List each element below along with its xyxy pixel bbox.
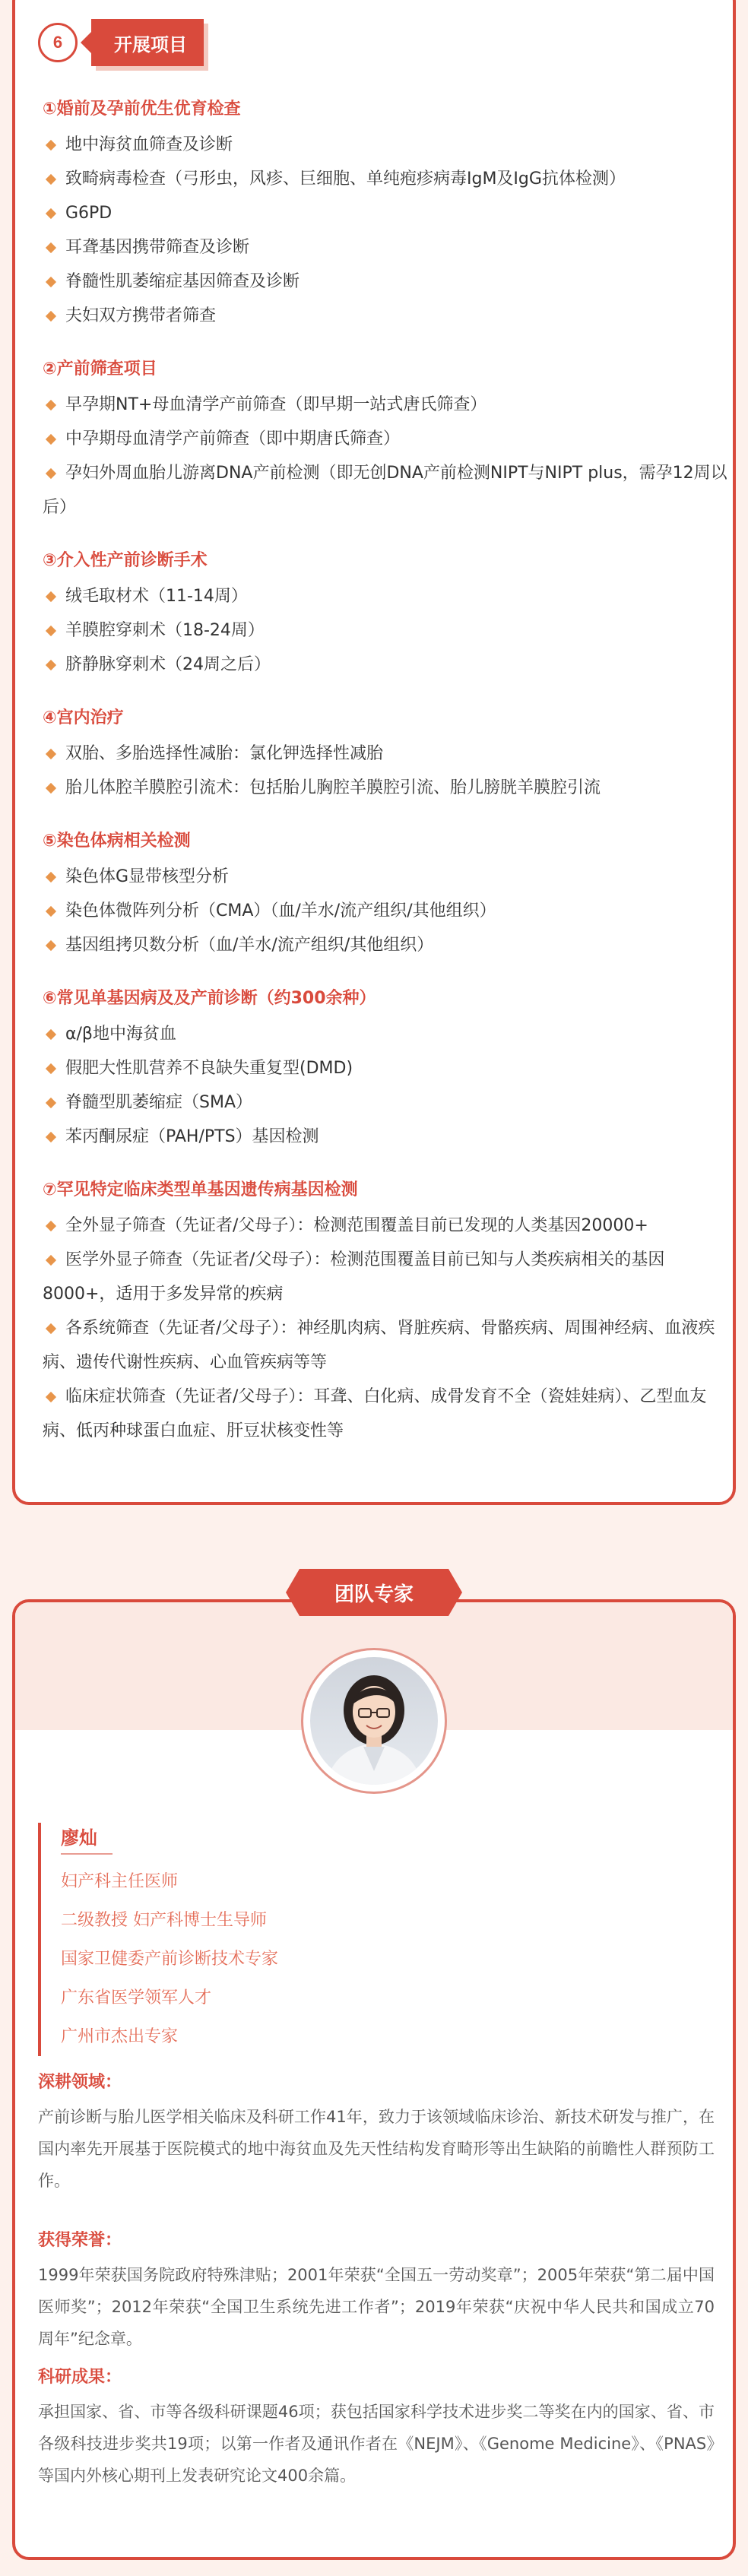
list-item-text: 胎儿体腔羊膜腔引流术：包括胎儿胸腔羊膜腔引流、胎儿膀胱羊膜腔引流 [65, 778, 601, 797]
team-card [12, 1599, 736, 2560]
group-title: ①婚前及孕前优生优育检查 [43, 100, 241, 119]
list-item-text: 染色体G显带核型分析 [65, 867, 230, 886]
list-item [43, 579, 730, 613]
list-item-text: 脐静脉穿刺术（24周之后） [65, 655, 271, 674]
diamond-bullet-icon [46, 783, 56, 794]
group-title: ④宫内治疗 [43, 708, 124, 727]
diamond-bullet-icon [46, 140, 56, 151]
group-title: ⑥常见单基因病及及产前诊断（约300余种） [43, 989, 376, 1008]
list-item [43, 613, 730, 648]
diamond-bullet-icon [46, 940, 56, 951]
list-item-text: 脊髓型肌萎缩症（SMA） [65, 1093, 252, 1112]
group-title: ②产前筛查项目 [43, 360, 157, 379]
section-number-badge: 6 [38, 23, 78, 62]
avatar [301, 1648, 447, 1794]
list-item-text: 苯丙酮尿症（PAH/PTS）基因检测 [65, 1127, 319, 1146]
list-item [43, 422, 730, 456]
diamond-bullet-icon [46, 434, 56, 445]
list-item [43, 771, 730, 805]
expert-name: 廖灿 [61, 1823, 113, 1855]
list-item-text: 假肥大性肌营养不良缺失重复型(DMD) [65, 1059, 353, 1078]
list-item [43, 648, 730, 682]
detail-heading: 科研成果： [38, 2368, 122, 2387]
project-group [43, 828, 730, 962]
list-item [43, 230, 730, 265]
detail-text: 产前诊断与胎儿医学相关临床及科研工作41年，致力于该领域临床诊治、新技术研发与推广，在国内率先开展基于医院模式的地中海贫血及先天性结构发育畸形等出生缺陷的前瞻性人群预防工作。 [38, 2108, 715, 2190]
diamond-bullet-icon [46, 1323, 56, 1334]
detail-heading: 获得荣誉： [38, 2231, 122, 2250]
list-item [43, 162, 730, 196]
diamond-bullet-icon [46, 1029, 56, 1040]
list-item-text: 羊膜腔穿刺术（18-24周） [65, 621, 265, 640]
list-item-text: 早孕期NT+母血清学产前筛查（即早期一站式唐氏筛查） [65, 395, 487, 414]
list-item-text: 双胎、多胎选择性减胎：氯化钾选择性减胎 [65, 744, 384, 763]
list-item-text: 染色体微阵列分析（CMA）（血/羊水/流产组织/其他组织） [65, 901, 496, 920]
list-item [43, 1017, 730, 1051]
list-item [43, 928, 730, 962]
list-item [43, 860, 730, 894]
section-title: 开展项目 [91, 19, 204, 66]
list-item-text: α/β地中海贫血 [65, 1025, 176, 1044]
diamond-bullet-icon [46, 749, 56, 759]
diamond-bullet-icon [46, 1255, 56, 1266]
list-item [43, 1085, 730, 1120]
expert-title-line: 国家卫健委产前诊断技术专家 [61, 1950, 279, 1969]
expert-portrait [310, 1657, 438, 1785]
expert-title-line: 广州市杰出专家 [61, 2027, 179, 2046]
list-item [43, 128, 730, 162]
diamond-bullet-icon [46, 468, 56, 479]
list-item [43, 299, 730, 333]
diamond-bullet-icon [46, 242, 56, 253]
list-item [43, 1209, 730, 1243]
list-item-text: 中孕期母血清学产前筛查（即中期唐氏筛查） [65, 429, 401, 448]
list-item [43, 894, 730, 928]
expert-title-line: 广东省医学领军人才 [61, 1988, 212, 2007]
project-group [43, 96, 730, 333]
expert-title-line: 妇产科主任医师 [61, 1872, 179, 1891]
list-item-text: 孕妇外周血胎儿游离DNA产前检测（即无创DNA产前检测NIPT与NIPT plus，需孕12周以后） [43, 464, 727, 517]
list-item-text: 绒毛取材术（11-14周） [65, 587, 248, 606]
list-item-text: 临床症状筛查（先证者/父母子）：耳聋、白化病、成骨发育不全（瓷娃娃病）、乙型血友病、低丙种球蛋白血症、肝豆状核变性等 [43, 1387, 707, 1440]
detail-section [38, 2067, 715, 2197]
diamond-bullet-icon [46, 1392, 56, 1402]
diamond-bullet-icon [46, 1098, 56, 1108]
list-item [43, 1380, 730, 1448]
diamond-bullet-icon [46, 174, 56, 185]
detail-heading: 深耕领域： [38, 2073, 122, 2092]
project-group [43, 547, 730, 682]
expert-title-line: 二级教授 妇产科博士生导师 [61, 1911, 267, 1930]
list-item [43, 196, 730, 230]
list-item-text: 耳聋基因携带筛查及诊断 [65, 238, 250, 257]
project-group [43, 705, 730, 805]
diamond-bullet-icon [46, 906, 56, 917]
expert-profile [38, 1823, 707, 2056]
diamond-bullet-icon [46, 872, 56, 882]
list-item [43, 1051, 730, 1085]
list-item [43, 1243, 730, 1311]
diamond-bullet-icon [46, 660, 56, 670]
diamond-bullet-icon [46, 400, 56, 410]
list-item [43, 456, 730, 524]
diamond-bullet-icon [46, 277, 56, 287]
detail-text: 承担国家、省、市等各级科研课题46项；获包括国家科学技术进步奖二等奖在内的国家、省、市各级科技进步奖共19项；以第一作者及通讯作者在《NEJM》、《Genome Medicine》、《PNAS》等国内外核心期刊上发表研究论文400余篇。 [38, 2403, 715, 2485]
list-item-text: 夫妇双方携带者筛查 [65, 306, 217, 325]
list-item-text: 基因组拷贝数分析（血/羊水/流产组织/其他组织） [65, 936, 434, 955]
detail-section [38, 2226, 715, 2355]
list-item-text: 全外显子筛查（先证者/父母子）：检测范围覆盖目前已发现的人类基因20000+ [65, 1216, 648, 1235]
diamond-bullet-icon [46, 1132, 56, 1142]
project-groups [43, 96, 730, 1471]
list-item-text: 医学外显子筛查（先证者/父母子）：检测范围覆盖目前已知与人类疾病相关的基因8000+，适用于多发异常的疾病 [43, 1250, 665, 1304]
list-item [43, 265, 730, 299]
project-group [43, 1177, 730, 1448]
detail-text: 1999年荣获国务院政府特殊津贴；2001年荣获“全国五一劳动奖章”；2005年荣获“第二届中国医师奖”；2012年荣获“全国卫生系统先进工作者”；2019年荣获“庆祝中华人民共和国成立70周年”纪念章。 [38, 2266, 715, 2348]
diamond-bullet-icon [46, 208, 56, 219]
project-group [43, 356, 730, 524]
list-item [43, 1311, 730, 1380]
list-item [43, 1120, 730, 1154]
diamond-bullet-icon [46, 1063, 56, 1074]
group-title: ③介入性产前诊断手术 [43, 551, 208, 570]
section-header [38, 18, 204, 67]
projects-card [12, 0, 736, 1505]
diamond-bullet-icon [46, 1221, 56, 1231]
project-group [43, 985, 730, 1154]
list-item-text: 脊髓性肌萎缩症基因筛查及诊断 [65, 272, 300, 291]
list-item-text: G6PD [65, 204, 113, 223]
list-item [43, 388, 730, 422]
list-item-text: 致畸病毒检查（弓形虫，风疹、巨细胞、单纯疱疹病毒IgM及IgG抗体检测） [65, 170, 626, 189]
detail-section [38, 2362, 715, 2492]
team-ribbon: 团队专家 [300, 1569, 448, 1616]
group-title: ⑤染色体病相关检测 [43, 832, 191, 851]
group-title: ⑦罕见特定临床类型单基因遗传病基因检测 [43, 1180, 358, 1199]
expert-titles [61, 1862, 707, 2056]
list-item-text: 各系统筛查（先证者/父母子）：神经肌肉病、肾脏疾病、骨骼疾病、周围神经病、血液疾病、遗传代谢性疾病、心血管疾病等等 [43, 1319, 715, 1372]
list-item-text: 地中海贫血筛查及诊断 [65, 135, 233, 154]
list-item [43, 737, 730, 771]
diamond-bullet-icon [46, 626, 56, 636]
diamond-bullet-icon [46, 311, 56, 322]
diamond-bullet-icon [46, 591, 56, 602]
